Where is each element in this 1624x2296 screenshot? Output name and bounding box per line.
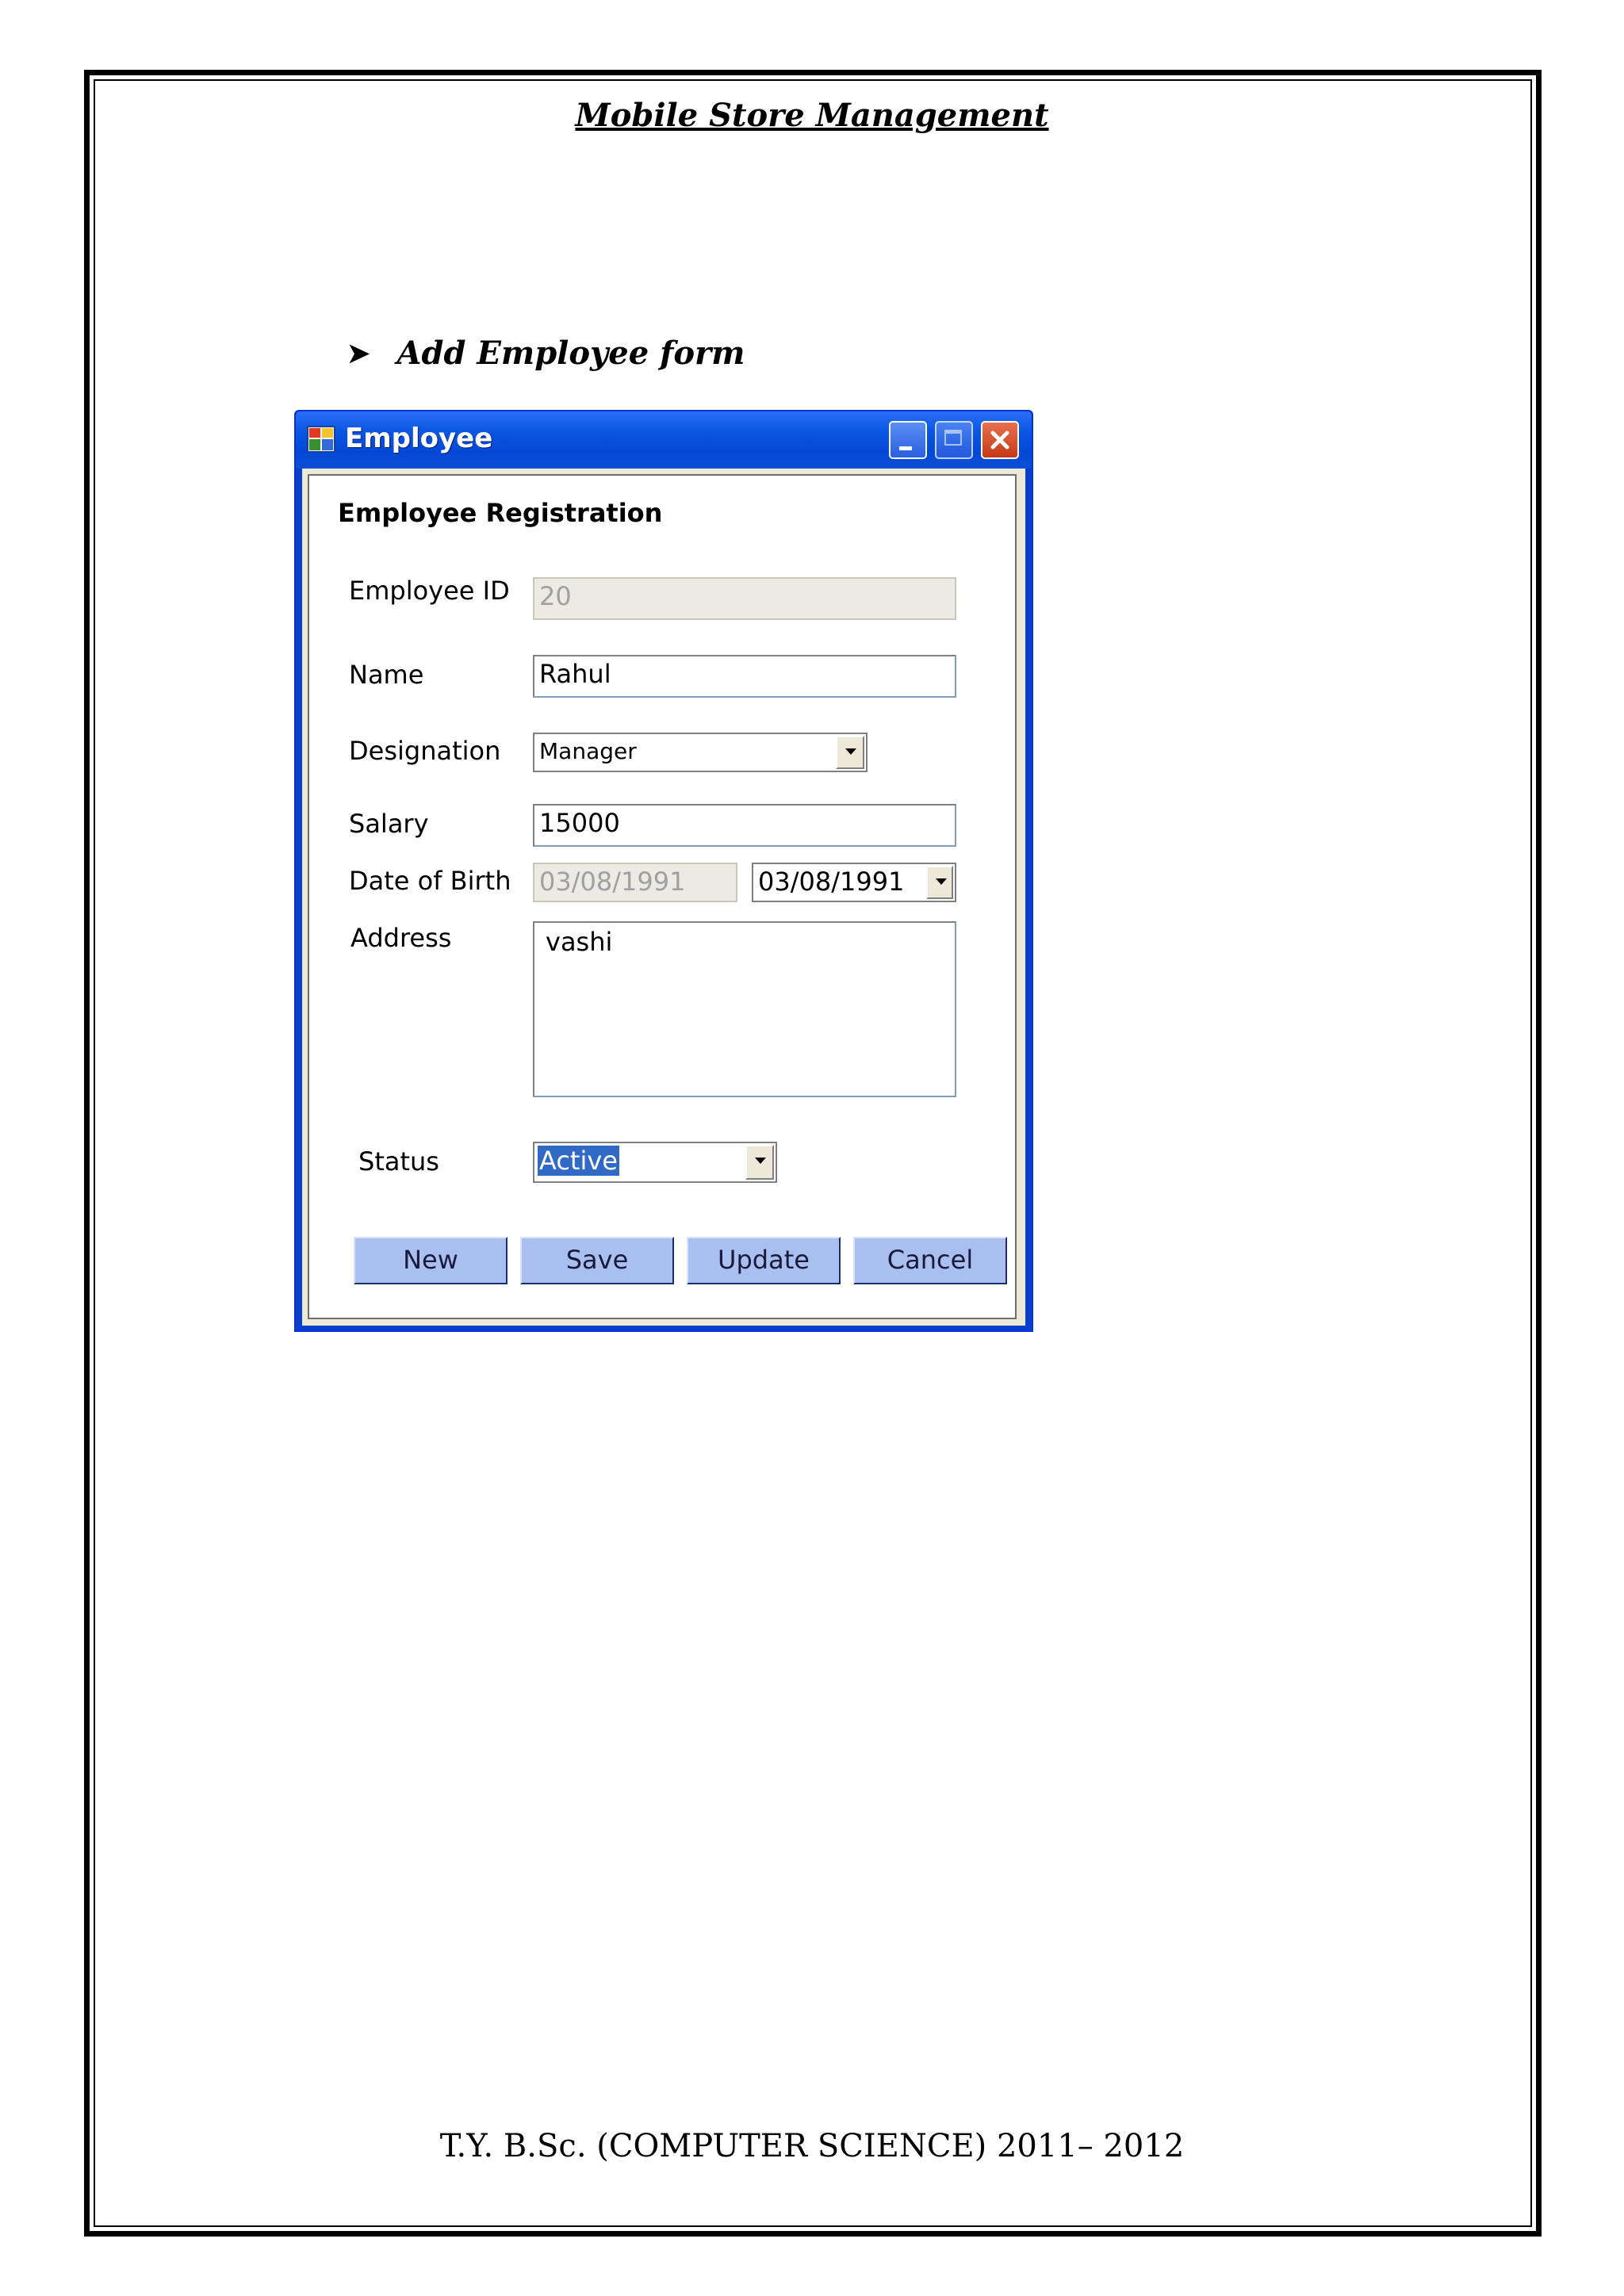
calendar-dropdown-icon[interactable] bbox=[926, 866, 953, 899]
status-value: Active bbox=[539, 1146, 618, 1176]
designation-dropdown[interactable] bbox=[533, 733, 868, 772]
form-heading: Employee Registration bbox=[338, 498, 663, 528]
employee-id-field[interactable]: 20 bbox=[533, 577, 956, 620]
window-client-area bbox=[302, 469, 1025, 1326]
chevron-down-icon[interactable] bbox=[745, 1145, 774, 1180]
close-icon[interactable] bbox=[981, 421, 1019, 459]
section-heading bbox=[347, 335, 745, 372]
salary-label: Salary bbox=[349, 809, 429, 839]
designation-value: Manager bbox=[539, 738, 637, 764]
dob-text-field[interactable]: 03/08/1991 bbox=[533, 863, 737, 902]
title-bar[interactable] bbox=[296, 411, 1032, 469]
window-title: Employee bbox=[345, 423, 493, 454]
arrow-bullet-icon: ➤ bbox=[347, 337, 370, 369]
dob-label: Date of Birth bbox=[349, 866, 511, 896]
minimize-icon[interactable] bbox=[889, 421, 927, 459]
save-button[interactable]: Save bbox=[520, 1237, 674, 1284]
designation-label: Designation bbox=[349, 736, 501, 766]
maximize-icon[interactable] bbox=[935, 421, 973, 459]
address-label: Address bbox=[350, 923, 452, 953]
chevron-down-icon[interactable] bbox=[836, 736, 864, 769]
document-title: Mobile Store Management bbox=[575, 97, 1049, 134]
cancel-button[interactable]: Cancel bbox=[853, 1237, 1007, 1284]
dob-picker-value: 03/08/1991 bbox=[758, 867, 905, 897]
new-button[interactable]: New bbox=[354, 1237, 508, 1284]
name-label: Name bbox=[349, 660, 424, 690]
address-textarea[interactable]: vashi bbox=[533, 921, 956, 1097]
form-icon bbox=[307, 426, 335, 453]
section-heading-text: Add Employee form bbox=[396, 335, 745, 372]
page-footer: T.Y. B.Sc. (COMPUTER SCIENCE) 2011– 2012 bbox=[439, 2128, 1185, 2164]
dob-date-picker[interactable] bbox=[752, 863, 956, 902]
status-dropdown[interactable] bbox=[533, 1142, 777, 1183]
name-field[interactable]: Rahul bbox=[533, 655, 956, 698]
employee-id-label: Employee ID bbox=[349, 576, 510, 606]
status-label: Status bbox=[358, 1146, 439, 1177]
registration-panel bbox=[308, 474, 1017, 1319]
update-button[interactable]: Update bbox=[687, 1237, 841, 1284]
employee-window bbox=[294, 410, 1033, 1332]
salary-field[interactable]: 15000 bbox=[533, 804, 956, 847]
